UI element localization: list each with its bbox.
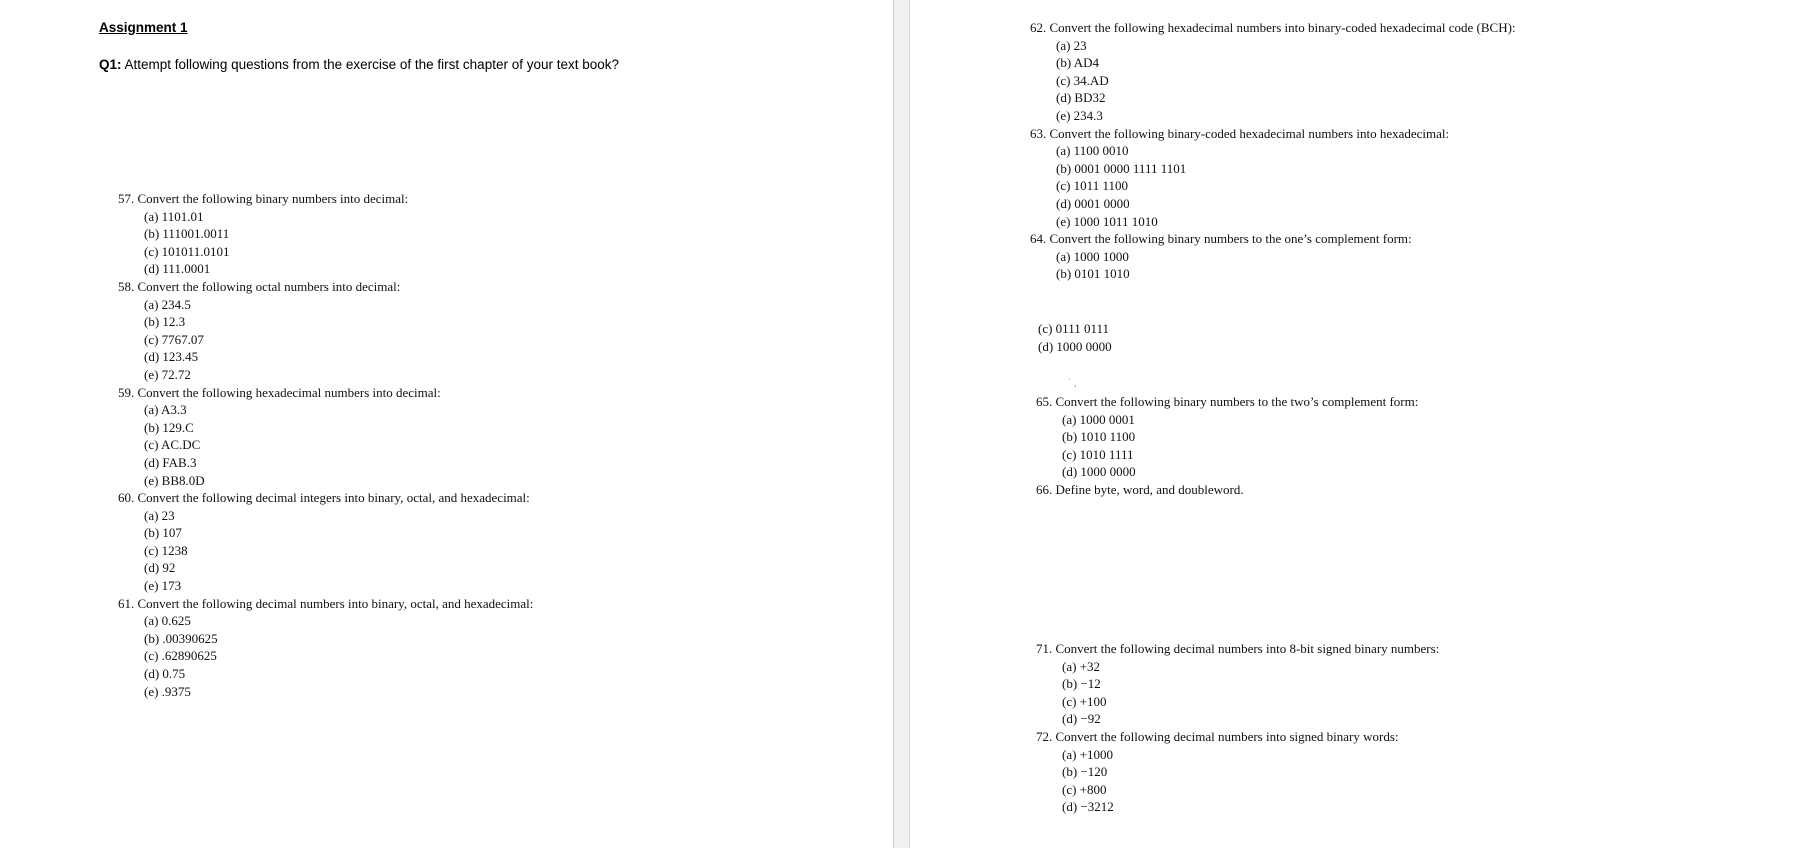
q1-text: Attempt following questions from the exercise of the first chapter of your text book? [121,57,620,72]
answer-option: (a) 23 [144,507,175,523]
answer-option: (a) 1100 0010 [1056,143,1129,159]
question-text: Define byte, word, and doubleword. [1055,481,1244,497]
answer-option: (a) 1000 0001 [1062,411,1135,427]
left-page [0,0,893,848]
answer-option: (c) 1011 1100 [1056,178,1128,194]
answer-option: (d) BD32 [1056,90,1106,106]
answer-option: (c) +100 [1062,693,1107,709]
question-text: Convert the following decimal numbers into 8-bit signed binary numbers: [1055,641,1440,656]
answer-option: (c) 101011.0101 [144,243,230,259]
question-71 [1036,640,1439,658]
question-text: Convert the following binary numbers to the two’s complement form: [1055,394,1419,409]
question-number: 59. [118,384,135,400]
right-page [910,0,1793,848]
scan-mark: ` , [1068,378,1077,389]
answer-option: (b) −12 [1062,676,1101,692]
answer-option: (a) +32 [1062,658,1101,674]
q1-instruction [99,57,619,72]
answer-option: (d) −92 [1062,711,1101,727]
answer-option: (b) 107 [144,525,182,541]
question-62 [1030,19,1516,37]
answer-option: (d) 0.75 [144,666,186,682]
question-text: Convert the following decimal integers into binary, octal, and hexadecimal: [137,490,530,506]
question-63 [1030,125,1516,143]
question-number: 63. [1030,125,1047,141]
question-64 [1030,230,1516,248]
answer-option: (c) +800 [1062,781,1107,797]
answer-option: (c) 1238 [144,542,188,558]
question-number: 72. [1036,728,1053,744]
answer-option: (e) 1000 1011 1010 [1056,213,1158,229]
answer-option: (c) AC.DC [144,437,201,453]
answer-option: (a) A3.3 [144,402,187,418]
question-number: 57. [118,191,135,206]
answer-option: (e) .9375 [144,683,191,699]
answer-option: (c) 7767.07 [144,331,204,347]
assignment-title: Assignment 1 [99,20,188,35]
question-58 [118,278,533,296]
question-text: Convert the following binary numbers to the one’s complement form: [1049,231,1412,247]
question-59 [118,384,533,402]
answer-option: (b) −120 [1062,764,1108,780]
answer-option: (c) .62890625 [144,648,217,664]
question-number: 61. [118,595,135,611]
answer-option: (d) 1000 0000 [1062,464,1136,480]
answer-option: (a) 0.625 [144,613,191,629]
question-text: Convert the following decimal numbers into signed binary words: [1055,728,1399,744]
question-number: 60. [118,490,135,506]
answer-option: (c) 1010 1111 [1062,446,1134,462]
question-text: Convert the following hexadecimal numbers into binary-coded hexadecimal code (BCH): [1049,20,1516,35]
question-list-65-66 [1036,393,1418,499]
question-66 [1036,481,1418,499]
question-number: 62. [1030,20,1047,35]
question-number: 71. [1036,641,1053,656]
answer-option: (d) 111.0001 [144,261,211,277]
page-gutter [893,0,910,848]
question-number: 64. [1030,231,1047,247]
question-61 [118,595,533,613]
q1-label: Q1: [99,57,122,72]
answer-option: (d) 92 [144,560,176,576]
answer-option: (b) 12.3 [144,314,186,330]
answer-option: (c) 34.AD [1056,72,1109,88]
answer-option: (d) 0001 0000 [1056,195,1130,211]
question-64-continued [1024,320,1112,355]
answer-option: (d) 123.45 [144,349,199,365]
question-list-62-64 [1030,19,1516,283]
question-57 [118,190,533,208]
answer-option: (b) 1010 1100 [1062,429,1136,445]
question-text: Convert the following binary-coded hexadecimal numbers into hexadecimal: [1049,125,1450,141]
answer-option: (d) FAB.3 [144,454,197,470]
question-number: 65. [1036,394,1053,409]
answer-option: (b) 129.C [144,419,194,435]
question-text: Convert the following binary numbers into decimal: [137,191,409,206]
answer-option: (a) 1101.01 [144,208,204,224]
answer-option: (b) 111001.0011 [144,226,230,242]
answer-option: (d) 1000 0000 [1038,338,1112,354]
answer-option: (b) .00390625 [144,630,218,646]
answer-option: (e) 173 [144,578,182,594]
answer-option: (a) 23 [1056,37,1087,53]
question-text: Convert the following hexadecimal numbers into decimal: [137,384,441,400]
question-number: 66. [1036,481,1053,497]
question-list-71-72 [1036,640,1439,816]
answer-option: (b) 0101 1010 [1056,266,1130,282]
answer-option: (e) 72.72 [144,366,191,382]
answer-option: (a) 1000 1000 [1056,248,1129,264]
answer-option: (b) AD4 [1056,55,1099,71]
answer-option: (c) 0111 0111 [1038,321,1109,336]
answer-option: (a) +1000 [1062,746,1114,762]
question-72 [1036,728,1439,746]
question-number: 58. [118,278,135,294]
question-65 [1036,393,1418,411]
answer-option: (a) 234.5 [144,296,191,312]
answer-option: (b) 0001 0000 1111 1101 [1056,160,1187,176]
answer-option: (d) −3212 [1062,799,1114,815]
question-text: Convert the following octal numbers into decimal: [137,278,401,294]
question-text: Convert the following decimal numbers into binary, octal, and hexadecimal: [137,595,534,611]
question-60 [118,489,533,507]
answer-option: (e) 234.3 [1056,107,1103,123]
question-list-57-61 [118,190,533,700]
answer-option: (e) BB8.0D [144,472,205,488]
